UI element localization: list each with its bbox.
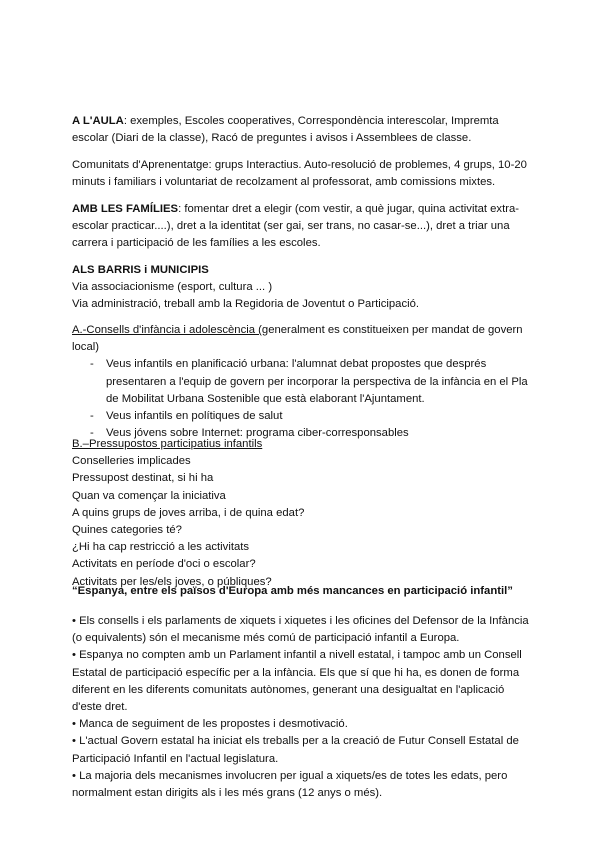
barris-line-1: Via associacionisme (esport, cultura ... ) [72,281,273,294]
bullet-item: • L'actual Govern estatal ha iniciat els treballs per a la creació de Futur Consell Estatal de Participació Infantil en l'actual legislatura. [72,735,519,765]
pressupostos-section [72,436,532,591]
list-item: - Veus infantils en polítiques de salut [72,408,532,425]
consells-list [72,356,532,442]
comunitats-paragraph [72,157,532,191]
aula-text: : exemples, Escoles cooperatives, Correspondència interescolar, Impremta escolar (Diari de la classe), Racó de preguntes i avisos i Assemblees de classe. [72,115,499,145]
barris-line-2: Via administració, treball amb la Regidoria de Joventut o Participació. [72,298,420,311]
barris-section [72,262,532,314]
comunitats-text: Comunitats d'Aprenentatge: grups Interactius. Auto-resolució de problemes, 4 grups, 10-20 minuts i familiars i voluntariat de recolzament al professorat, amb comissions mixtes. [72,159,527,189]
consells-heading-rest: generalment es constitueixen per mandat de govern local) [72,324,523,354]
pressupostos-line: Quan va començar la iniciativa [72,489,226,502]
families-paragraph [72,201,532,253]
aula-paragraph [72,113,532,147]
pressupostos-line: Pressupost destinat, si hi ha [72,472,214,485]
bullet-item: • Els consells i els parlaments de xiquets i xiquetes i les oficines del Defensor de la Infància (o equivalents) són el mecanisme més comú de participació infantil a Europa. [72,615,529,645]
bullet-item: • Espanya no compten amb un Parlament infantil a nivell estatal, i tampoc amb un Consell Estatal de participació específic per a la infància. Els que sí que hi ha, es donen de forma diferent en les diferents comunitats autònomes, generant una desigualtat en l'aplicació d'este dret. [72,649,522,714]
pressupostos-line: Conselleries implicades [72,455,191,468]
bullet-item: • La majoria dels mecanismes involucren per igual a xiquets/es de totes les edats, pero normalment estan dirigits als i les més grans (12 anys o més). [72,769,508,800]
consells-heading [72,322,532,356]
pressupostos-heading: B.–Pressupostos participatius infantils [72,438,263,450]
pressupostos-line: Activitats per les/els joves, o públiques? [72,575,272,588]
pressupostos-line: ¿Hi ha cap restricció a les activitats [72,541,250,554]
quote-text: “Espanya, entre els països d'Europa amb més mancances en participació infantil” [72,585,513,597]
quote-heading [72,583,532,600]
bullet-item: • Manca de seguiment de les propostes i desmotivació. [72,718,348,731]
pressupostos-line: A quins grups de joves arriba, i de quina edat? [72,506,305,519]
bullets-section [72,613,532,802]
list-item: - Veus infantils en planificació urbana: l'alumnat debat propostes que després presentaren a l'equip de govern per incorporar la perspectiva de la infància en el Pla de Mobilitat Urbana Sostenible que està elaborant l'Ajuntament. [72,356,532,408]
consells-heading-underlined: A.-Consells d'infància i adolescència ( [72,324,262,336]
families-text: : fomentar dret a elegir (com vestir, a què jugar, quina activitat extra-escolar practicar....), dret a la identitat (ser gai, ser trans, no casar-se...), dret a triar una carrera i participació de les famílies a les escoles. [72,203,520,250]
aula-label: A L'AULA [72,115,124,127]
pressupostos-line: Quines categories té? [72,524,182,537]
barris-title: ALS BARRIS i MUNICIPIS [72,264,209,276]
consells-section [72,322,532,442]
list-item: - Veus jóvens sobre Internet: programa ciber-corresponsables [72,425,532,442]
pressupostos-line: Activitats en període d'oci o escolar? [72,558,256,571]
families-label: AMB LES FAMÍLIES [72,203,179,215]
